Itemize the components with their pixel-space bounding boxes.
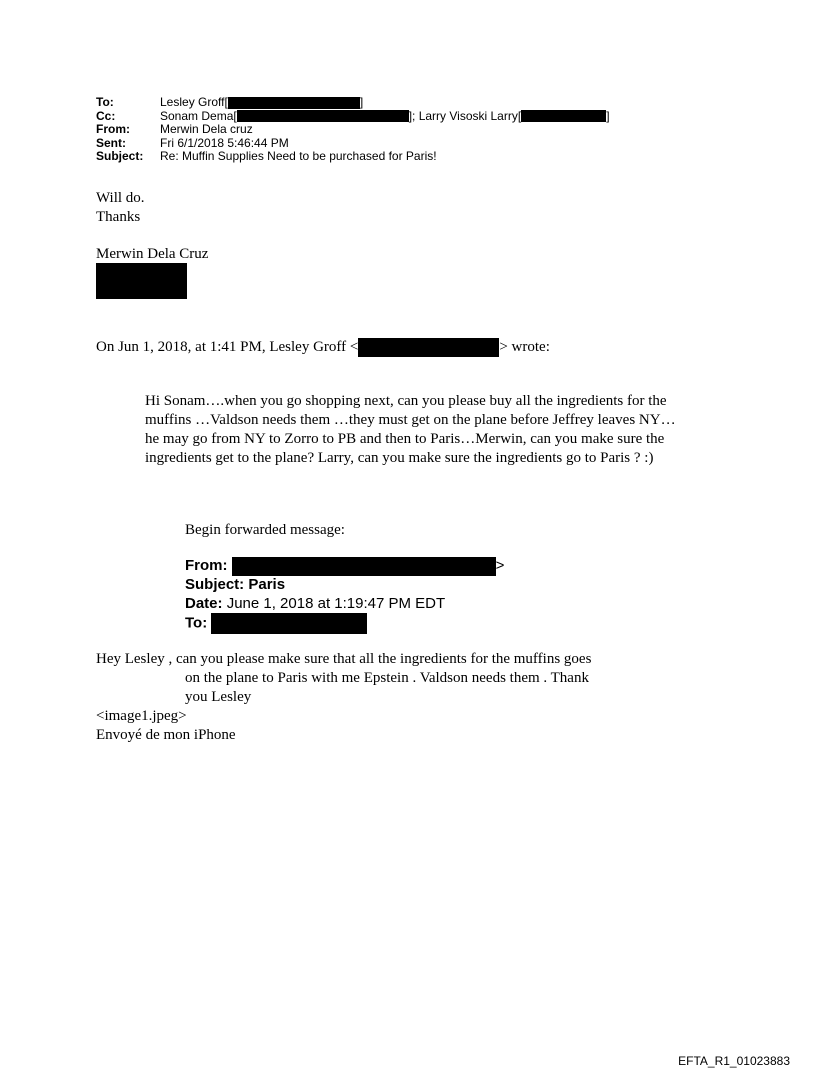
original-line-2: on the plane to Paris with me Epstein . Valdson needs them . Thank: [185, 670, 589, 686]
sent-value: Fri 6/1/2018 5:46:44 PM: [160, 135, 289, 150]
fwd-from-close: >: [495, 557, 505, 574]
cc-value-larry: ]; Larry Visoski Larry[: [408, 108, 522, 123]
to-close: ]: [359, 95, 364, 109]
original-line-3: you Lesley: [185, 689, 252, 705]
cc-close: ]: [606, 108, 610, 123]
sent-label: Sent:: [96, 135, 126, 150]
quoted-message: Hi Sonam….when you go shopping next, can you please buy all the ingredients for the muffins …Valdson needs them …they must get on the plane before Jeffrey leaves NY…he may go from NY to Zorro to PB and then to Paris…Merwin, can you make sure the ingredients get to the plane? Larry, can you make sure the ingredients go to Paris ? :): [145, 393, 676, 466]
attribution-before: On Jun 1, 2018, at 1:41 PM, Lesley Groff <: [96, 339, 359, 355]
redaction-bar: [96, 263, 187, 299]
to-row: [96, 96, 610, 110]
sent-from-line: Envoyé de mon iPhone: [96, 727, 236, 743]
to-label: To:: [96, 95, 114, 109]
signature-name: Merwin Dela Cruz: [96, 246, 209, 262]
forward-intro: Begin forwarded message:: [185, 522, 345, 538]
reply-line-1: Will do.: [96, 190, 145, 206]
redaction-bar: [237, 110, 409, 122]
from-row: [96, 123, 610, 137]
reply-line-2: Thanks: [96, 209, 141, 225]
subject-row: [96, 150, 610, 164]
fwd-subject-value: Paris: [248, 576, 286, 593]
fwd-date-row: [185, 594, 504, 613]
sent-row: [96, 137, 610, 151]
from-value: Merwin Dela cruz: [160, 122, 253, 136]
fwd-date-value: June 1, 2018 at 1:19:47 PM EDT: [226, 595, 446, 612]
redaction-bar: [358, 338, 499, 357]
original-message: [96, 650, 591, 745]
attribution-after: > wrote:: [499, 339, 550, 355]
redaction-bar: [228, 97, 360, 109]
fwd-from-row: [185, 556, 504, 575]
email-header: [96, 96, 610, 164]
to-value: Lesley Groff[: [160, 95, 228, 109]
fwd-to-row: [185, 613, 504, 632]
fwd-subject-label: Subject:: [185, 576, 245, 593]
redaction-bar: [211, 613, 367, 634]
redaction-bar: [232, 557, 496, 576]
fwd-subject-row: [185, 575, 504, 594]
fwd-to-label: To:: [185, 614, 208, 632]
document-id: EFTA_R1_01023883: [678, 1054, 790, 1068]
cc-row: [96, 110, 610, 124]
attachment-placeholder: <image1.jpeg>: [96, 708, 187, 724]
forwarded-header: [185, 556, 504, 632]
subject-label: Subject:: [96, 149, 144, 163]
attribution-line: [96, 338, 550, 357]
fwd-from-label: From:: [185, 557, 228, 574]
fwd-date-label: Date:: [185, 595, 223, 612]
cc-value-sonam: Sonam Dema[: [160, 108, 237, 123]
original-line-1: Hey Lesley , can you please make sure that all the ingredients for the muffins goes: [96, 651, 592, 667]
cc-label: Cc:: [96, 108, 116, 123]
from-label: From:: [96, 122, 130, 136]
subject-value: Re: Muffin Supplies Need to be purchased for Paris!: [160, 149, 437, 163]
redaction-bar: [521, 110, 606, 122]
